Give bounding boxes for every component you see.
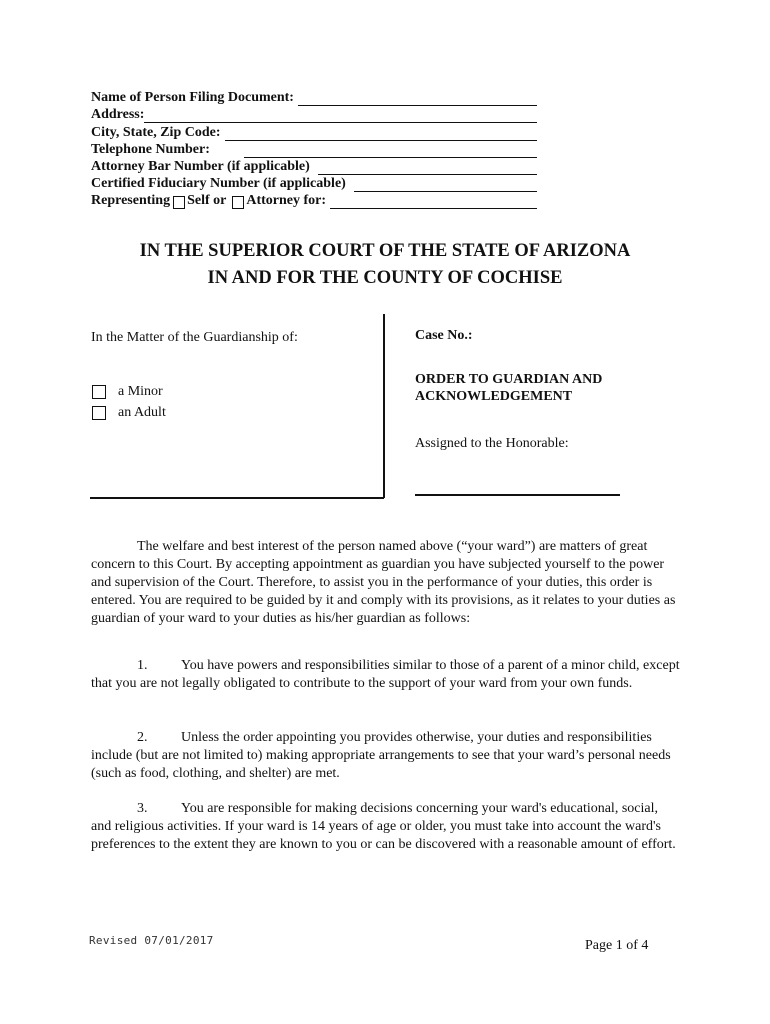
filing-header [91,89,537,209]
order-title-line-1: ORDER TO GUARDIAN AND [415,372,603,387]
page-number: Page 1 of 4 [585,938,649,953]
address-label: Address: [91,107,145,123]
court-line-2: IN AND FOR THE COUNTY OF COCHISE [207,268,563,288]
minor-label: a Minor [118,384,163,399]
phone-row [91,141,537,158]
self-checkbox[interactable] [173,196,185,209]
item-2 [91,729,681,783]
self-label: Self or [187,193,227,209]
judge-name-field[interactable] [415,494,620,496]
revision-date: Revised 07/01/2017 [89,934,214,947]
fiduciary-row [91,175,537,192]
minor-checkbox[interactable] [92,385,106,399]
caption-bottom-rule [90,497,384,499]
phone-field[interactable] [244,144,537,158]
order-title [415,371,602,405]
representing-row [91,192,537,209]
item-2-text: Unless the order appointing you provides otherwise, your duties and responsibilities include (but are not limited to) making appropriate arrangements to see that your ward’s personal needs (such as food, clothing, and shelter) are met. [91,730,671,781]
item-1 [91,657,681,693]
city-field[interactable] [225,127,538,141]
city-row [91,123,537,140]
assigned-judge-label: Assigned to the Honorable: [415,436,569,451]
address-row [91,106,537,123]
item-3-number: 3. [137,801,148,816]
adult-label: an Adult [118,405,166,420]
address-field[interactable] [144,109,537,123]
order-title-line-2: ACKNOWLEDGEMENT [415,389,573,404]
caption-divider [383,314,385,498]
adult-checkbox[interactable] [92,406,106,420]
city-label: City, State, Zip Code: [91,124,221,140]
item-2-number: 2. [137,730,148,745]
intro-text: The welfare and best interest of the person named above (“your ward”) are matters of great concern to this Court. By accepting appointment as guardian you have subjected yourself to the power and supervision of the Court. Therefore, to assist you in the performance of your duties, this order is entered. You are required to be guided by it and comply with its provisions, as it relates to your duties as guardian of your ward to your duties as his/her guardian as follows: [91,539,676,626]
phone-label: Telephone Number: [91,141,210,157]
case-number-label: Case No.: [415,328,473,343]
name-label: Name of Person Filing Document: [91,90,294,106]
bar-label: Attorney Bar Number (if applicable) [91,158,310,174]
representing-field[interactable] [330,195,537,209]
intro-paragraph [91,538,681,628]
attorney-checkbox[interactable] [232,196,244,209]
bar-row [91,158,537,175]
item-3 [91,800,681,854]
item-1-text: You have powers and responsibilities similar to those of a parent of a minor child, except that you are not legally obligated to contribute to the support of your ward from your own funds. [91,658,680,691]
court-title [0,238,770,292]
bar-field[interactable] [318,161,537,175]
matter-label: In the Matter of the Guardianship of: [91,330,298,345]
fiduciary-label: Certified Fiduciary Number (if applicable) [91,176,346,192]
adult-option [92,405,166,421]
attorney-label: Attorney for: [246,193,327,209]
item-3-text: You are responsible for making decisions concerning your ward's educational, social, and religious activities. If your ward is 14 years of age or older, you must take into account the ward's preferences to the extent they are known to you or can be discovered with a reasonable amount of effort. [91,801,676,852]
item-1-number: 1. [137,658,148,673]
court-line-1: IN THE SUPERIOR COURT OF THE STATE OF ARIZONA [139,241,631,261]
name-field[interactable] [298,92,537,106]
name-row [91,89,537,106]
representing-label: Representing [91,193,171,209]
minor-option [92,384,163,400]
fiduciary-field[interactable] [354,178,537,192]
